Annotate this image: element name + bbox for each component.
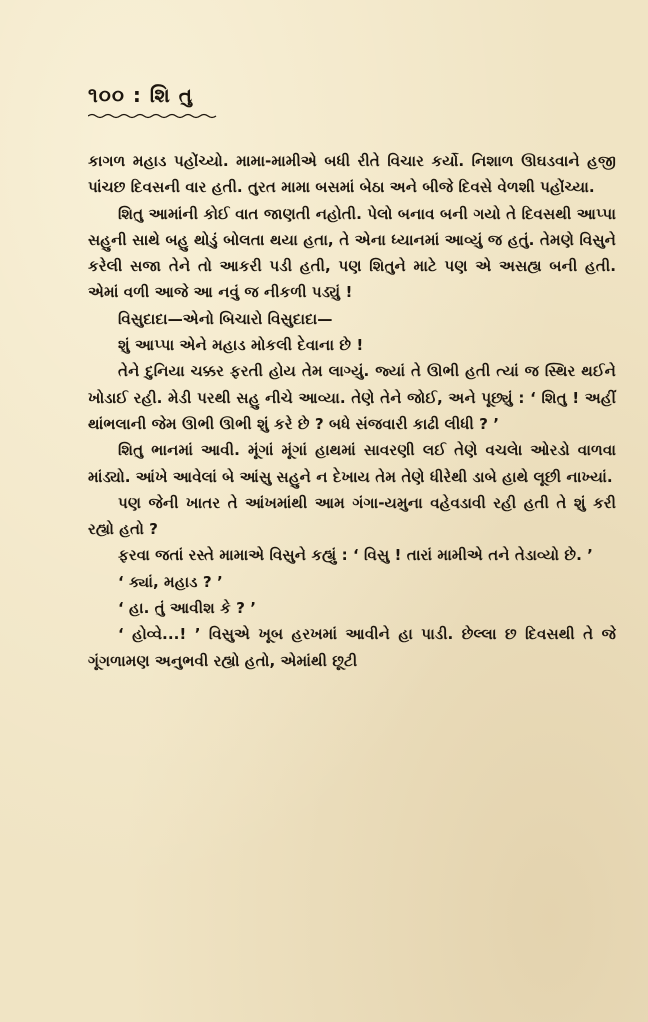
paragraph: વિસુદાદા—એનો બિચારો વિસુદાદા— — [118, 309, 333, 328]
paragraph: શું આપ્પા એને મહાડ મોકલી દેવાના છે ! — [118, 336, 364, 355]
paragraph: તેને દુનિયા ચક્કર ફરતી હોય તેમ લાગ્યું. જ્યાં તે ઊભી હતી ત્યાં જ સ્થિર થઈને ખોડાઈ રહી. મેડી પરથી સહુ નીચે આવ્યા. તેણે તેને જોઈ, અને પૂછ્યું : ‘ શિતુ ! અહીં થાંભલાની જેમ ઊભી ઊભી શું કરે છે ? બધે સંજવારી કાઢી લીધી ? ’ — [88, 362, 616, 433]
paragraph: પણ જેની ખાતર તે આંખમાંથી આમ ગંગા-યમુના વહેવડાવી રહી હતી તે શું કરી રહ્યો હતો ? — [88, 493, 616, 539]
paragraph: ફરવા જતાં રસ્તે મામાએ વિસુને કહ્યું : ‘ વિસુ ! તારાં મામીએ તને તેડાવ્યો છે. ’ — [118, 546, 593, 565]
paragraph: શિતુ ભાનમાં આવી. મૂંગાં મૂંગાં હાથમાં સાવરણી લઈ તેણે વચલેા ઓરડો વાળવા માંડ્યો. આંખે આવેલાં બે આંસુ સહુને ન દેખાય તેમ તેણે ધીરેથી ડાબે હાથે લૂછી નાખ્યાં. — [88, 441, 616, 486]
paragraph: ‘ હા. તું આવીશ કે ? ’ — [118, 599, 256, 618]
body-text — [88, 148, 616, 674]
paragraph: કાગળ મહાડ પહોંચ્યો. મામા-મામીએ બધી રીતે વિચાર કર્યો. નિશાળ ઊઘડવાને હજી પાંચછ દિવસની વાર હતી. તુરત મામા બસમાં બેઠા અને બીજે દિવસે વેળશી પહોંચ્યા. — [88, 152, 616, 197]
running-head: ૧૦૦ : શિ તુ — [88, 83, 193, 107]
paragraph: ‘ હોવ્વે...! ’ વિસુએ ખૂબ હરખમાં આવીને હા પાડી. છેલ્લા છ દિવસથી તે જે ગૂંગળામણ અનુભવી રહ્યો હતો, એમાંથી છૂટી — [88, 625, 616, 670]
paragraph: ‘ ક્યાં, મહાડ ? ’ — [118, 572, 223, 591]
decorative-wavy-rule — [88, 113, 218, 119]
paragraph: શિતુ આમાંની કોઈ વાત જાણતી નહોતી. પેલો બનાવ બની ગયો તે દિવસથી આપ્પા સહુની સાથે બહુ થોડું બોલતા થયા હતા, તે એના ધ્યાનમાં આવ્યું જ હતું. તેમણે વિસુને કરેલી સજા તેને તો આકરી પડી હતી, પણ શિતુને માટે પણ એ અસહ્ય બની હતી. એમાં વળી આજે આ નવું જ નીકળી પડ્યું ! — [88, 204, 616, 302]
